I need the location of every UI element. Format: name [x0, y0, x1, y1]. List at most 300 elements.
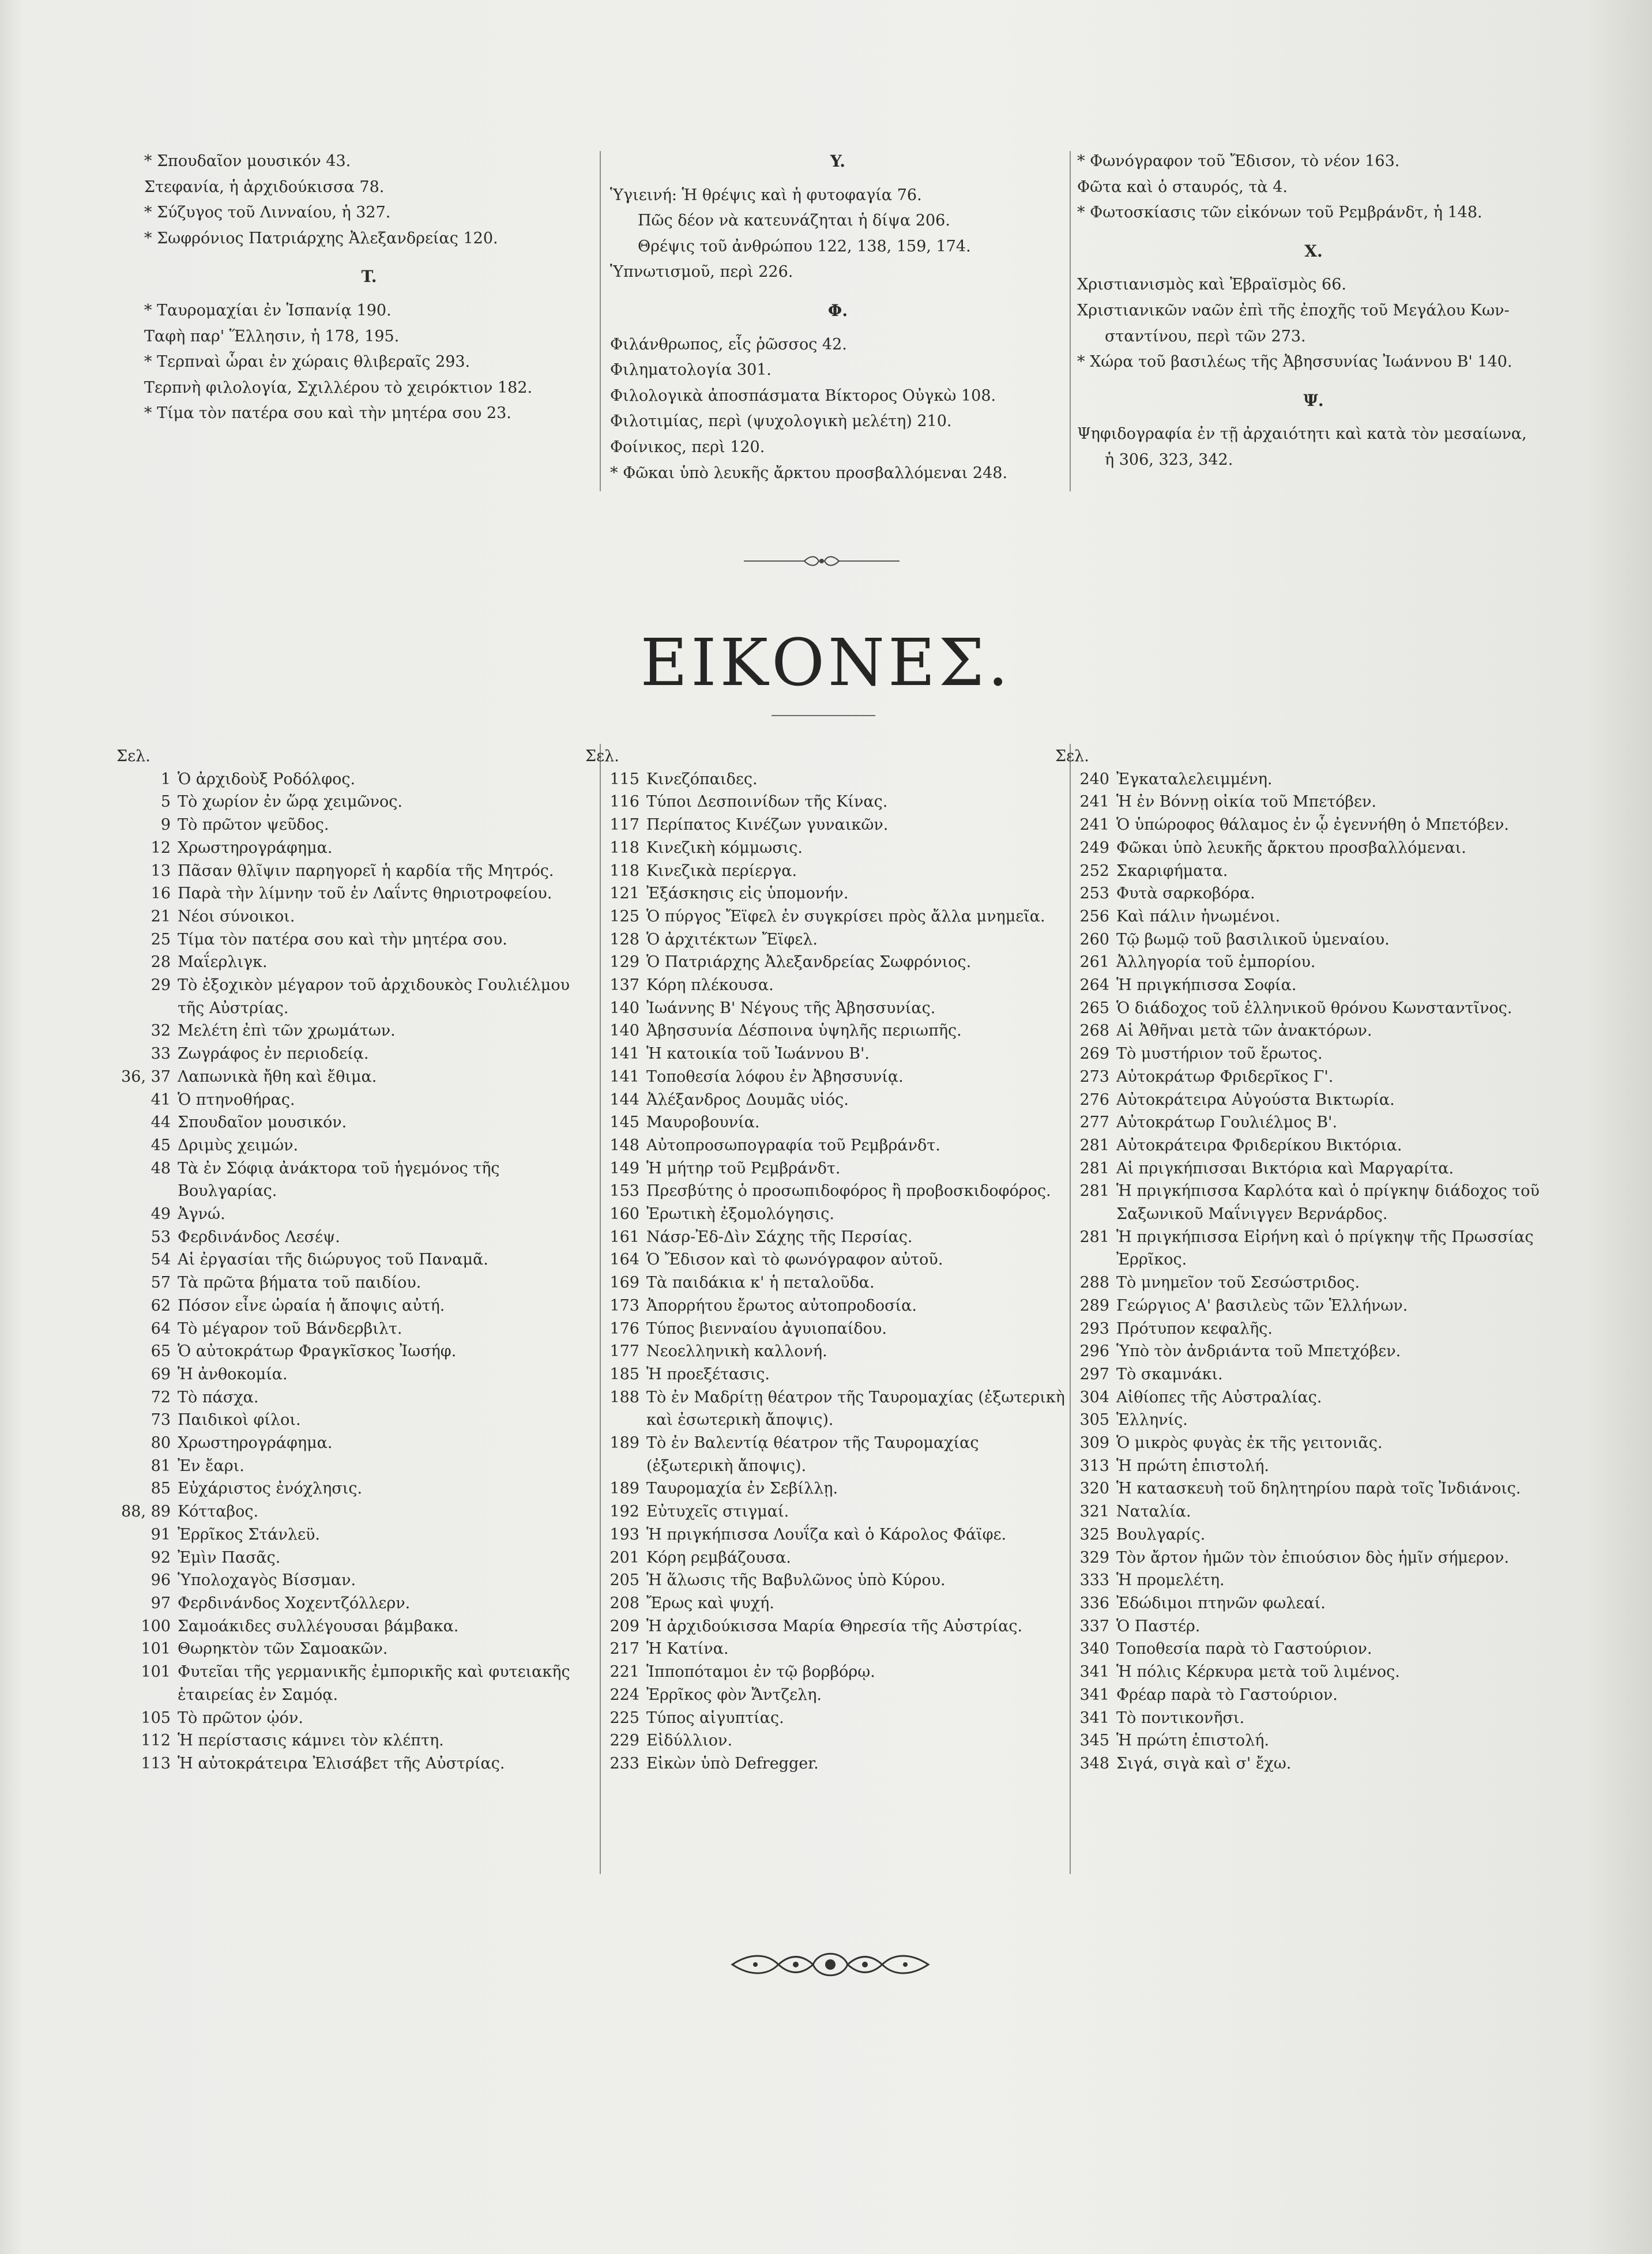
- illustration-title: Ἡ πριγκήπισσα Εἰρήνη καὶ ὁ πρίγκηψ τῆς Πρωσσίας Ἐρρῖκος.: [1116, 1228, 1534, 1269]
- illustration-title: Ἡ μήτηρ τοῦ Ρεμβράνδτ.: [646, 1159, 841, 1177]
- illustration-entry: [116, 1019, 595, 1043]
- illustrations-column-3: [1055, 745, 1574, 1775]
- page-number: 144: [609, 1090, 639, 1109]
- page-number: 13: [150, 861, 171, 880]
- page-number: 193: [609, 1525, 639, 1544]
- page-number: 260: [1079, 930, 1109, 949]
- illustration-title: Ἀπορρήτου ἔρωτος αὐτοπροδοσία.: [646, 1296, 917, 1315]
- index-entry: Ψηφιδογραφία ἐν τῇ ἀρχαιότητι καὶ κατὰ τὸν μεσαίωνα,: [1077, 425, 1527, 443]
- page-number: 304: [1079, 1388, 1109, 1406]
- illustration-title: Ἡ ἅλωσις τῆς Βαβυλῶνος ὑπὸ Κύρου.: [646, 1571, 946, 1590]
- illustration-entry: [116, 1729, 595, 1752]
- illustration-entry: [1055, 1386, 1574, 1409]
- illustration-title: Τὸ πρῶτον ψεῦδος.: [178, 816, 329, 834]
- illustration-title: Ἑλληνίς.: [1116, 1411, 1188, 1429]
- page-number: 192: [609, 1503, 639, 1521]
- illustration-entry: [1055, 1592, 1574, 1615]
- illustration-entry: [1055, 1707, 1574, 1730]
- page-number: 164: [609, 1251, 639, 1269]
- illustration-title: Ἡ ἐν Βόννῃ οἰκία τοῦ Μπετόβεν.: [1116, 793, 1377, 811]
- index-entry: Φιληματολογία 301.: [610, 361, 772, 379]
- illustration-title: Ἡ κατοικία τοῦ Ἰωάννου Β'.: [646, 1045, 870, 1063]
- illustration-entry: [116, 1386, 595, 1409]
- illustration-entry: [116, 1455, 595, 1478]
- illustration-entry: [585, 1134, 1070, 1157]
- illustration-entry: [585, 1500, 1070, 1523]
- index-entry: * Χώρα τοῦ βασιλέως τῆς Ἀβησσυνίας Ἰωάννου Β' 140.: [1077, 353, 1512, 371]
- illustration-title: Πόσον εἶνε ὡραία ἡ ἄποψις αὐτή.: [178, 1296, 445, 1315]
- page-number: 145: [609, 1113, 639, 1132]
- column-divider: [600, 151, 601, 491]
- illustration-title: Δριμὺς χειμών.: [178, 1136, 299, 1154]
- illustration-entry: [585, 928, 1070, 951]
- illustration-entry: [585, 1340, 1070, 1363]
- illustration-title: Αἰθίοπες τῆς Αὐστραλίας.: [1116, 1388, 1322, 1406]
- illustration-title: Ἡ ἀνθοκομία.: [178, 1365, 288, 1383]
- illustration-title: Αἱ πριγκήπισσαι Βικτόρια καὶ Μαργαρίτα.: [1116, 1159, 1454, 1177]
- illustration-title: Εὐτυχεῖς στιγμαί.: [646, 1503, 789, 1521]
- page-number: 153: [609, 1182, 639, 1201]
- column-divider: [1070, 151, 1071, 491]
- illustration-entry: [1055, 1569, 1574, 1592]
- index-entry: * Τερπναὶ ὧραι ἐν χώραις θλιβεραῖς 293.: [144, 353, 471, 371]
- index-entry: Φῶτα καὶ ὁ σταυρός, τὰ 4.: [1077, 178, 1288, 196]
- illustration-entry: [585, 1546, 1070, 1570]
- illustration-title: Φερδινάνδος Λεσέψ.: [178, 1228, 340, 1246]
- illustration-entry: [585, 1707, 1070, 1730]
- page-number: 69: [150, 1365, 171, 1383]
- illustration-entry: [1055, 974, 1574, 997]
- page-column-header: Σελ.: [585, 747, 619, 765]
- page-number: 313: [1079, 1457, 1109, 1475]
- illustration-title: Σαμοάκιδες συλλέγουσαι βάμβακα.: [178, 1617, 459, 1635]
- illustration-entry: [116, 1318, 595, 1341]
- index-entry: Φιλοτιμίας, περὶ (ψυχολογικὴ μελέτη) 210.: [610, 412, 952, 431]
- illustration-entry: [585, 1638, 1070, 1661]
- illustration-title: Βουλγαρίς.: [1116, 1525, 1206, 1544]
- illustration-title: Πᾶσαν θλῖψιν παρηγορεῖ ἡ καρδία τῆς Μητρός.: [178, 861, 554, 880]
- footer-ornament: [727, 1947, 934, 1982]
- illustration-title: Ἔρως καὶ ψυχή.: [646, 1594, 774, 1612]
- illustration-title: Τύπος βιενναίου ἀγυιοπαίδου.: [646, 1319, 887, 1338]
- illustration-entry: [585, 951, 1070, 974]
- page-number: 208: [609, 1594, 639, 1612]
- page-number: 105: [141, 1709, 171, 1727]
- index-column-1: [144, 149, 594, 427]
- page-number: 137: [609, 976, 639, 995]
- illustration-title: Τὸ μνημεῖον τοῦ Σεσώστριδος.: [1116, 1274, 1360, 1292]
- illustration-entry: [1055, 1432, 1574, 1455]
- illustration-entry: [1055, 1455, 1574, 1478]
- illustration-entry: [116, 860, 595, 883]
- page-number: 229: [609, 1732, 639, 1750]
- illustration-entry: [1055, 1684, 1574, 1707]
- page-number: 217: [609, 1640, 639, 1658]
- page-number: 325: [1079, 1525, 1109, 1544]
- illustration-title: Φερδινάνδος Χοχεντζόλλερν.: [178, 1594, 411, 1612]
- illustration-title: Τὸ πάσχα.: [178, 1388, 259, 1406]
- illustration-title: Ταυρομαχία ἐν Σεβίλλῃ.: [646, 1480, 838, 1498]
- illustration-entry: [1055, 882, 1574, 905]
- illustration-entry: [1055, 1752, 1574, 1775]
- illustration-title: Αὐτοκράτωρ Γουλιέλμος Β'.: [1116, 1113, 1338, 1132]
- page-number: 141: [609, 1067, 639, 1086]
- page-number: 21: [150, 907, 171, 925]
- page-number: 221: [609, 1663, 639, 1681]
- page-number: 224: [609, 1685, 639, 1704]
- illustration-title: Τύπος αἰγυπτίας.: [646, 1709, 784, 1727]
- page-number: 32: [150, 1022, 171, 1040]
- index-entry: Τερπνὴ φιλολογία, Σχιλλέρου τὸ χειρόκτιον 182.: [144, 378, 533, 397]
- page-number: 348: [1079, 1754, 1109, 1773]
- illustration-entry: [116, 1752, 595, 1775]
- index-letter-heading: Y.: [830, 152, 846, 171]
- page-number: 188: [609, 1388, 639, 1406]
- illustration-entry: [1055, 1363, 1574, 1386]
- illustration-entry: [585, 1477, 1070, 1500]
- illustration-entry: [585, 1363, 1070, 1386]
- illustration-title: Ὁ πτηνοθήρας.: [178, 1090, 295, 1109]
- page-number: 5: [160, 793, 171, 811]
- illustration-title: Κινεζικὴ κόμμωσις.: [646, 838, 803, 857]
- page-number: 65: [150, 1342, 171, 1361]
- illustration-entry: [1055, 1157, 1574, 1180]
- illustration-title: Τὸ μέγαρον τοῦ Βάνδερβιλτ.: [178, 1319, 402, 1338]
- page-number: 281: [1079, 1159, 1109, 1177]
- illustration-title: Τὸν ἄρτον ἡμῶν τὸν ἐπιούσιον δὸς ἡμῖν σήμερον.: [1116, 1548, 1510, 1567]
- page-number: 72: [150, 1388, 171, 1406]
- illustration-entry: [116, 1248, 595, 1271]
- illustration-title: Τὰ ἐν Σόφιᾳ ἀνάκτορα τοῦ ἡγεμόνος τῆς Βουλγαρίας.: [178, 1159, 500, 1201]
- page-number: 169: [609, 1274, 639, 1292]
- illustration-title: Τὰ παιδάκια κ' ἡ πεταλοῦδα.: [646, 1274, 875, 1292]
- illustration-title: Αὐτοκράτειρα Αὐγούστα Βικτωρία.: [1116, 1090, 1395, 1109]
- illustration-entry: [1055, 928, 1574, 951]
- illustration-entry: [1055, 1638, 1574, 1661]
- page-number: 261: [1079, 953, 1109, 972]
- page-number: 25: [150, 930, 171, 949]
- illustration-entry: [116, 1661, 595, 1706]
- index-entry: Ταφὴ παρ' Ἕλλησιν, ἡ 178, 195.: [144, 327, 400, 345]
- illustration-title: Ἡ πριγκήπισσα Λουΐζα καὶ ὁ Κάρολος Φάϊφε.: [646, 1525, 1007, 1544]
- page-number: 101: [141, 1640, 171, 1658]
- illustration-title: Ὑπολοχαγὸς Βίσσμαν.: [178, 1571, 356, 1590]
- illustration-title: Ἡ πριγκήπισσα Καρλότα καὶ ὁ πρίγκηψ διάδοχος τοῦ Σαξωνικοῦ Μαΐνιγγεν Βερνάρδος.: [1116, 1182, 1540, 1224]
- illustration-entry: [585, 1180, 1070, 1203]
- illustration-entry: [116, 1592, 595, 1615]
- title-underline: [772, 715, 875, 716]
- separator-ornament: [744, 552, 900, 570]
- page-number: 189: [609, 1434, 639, 1453]
- illustration-title: Παρὰ τὴν λίμνην τοῦ ἐν Λαΐντς θηριοτροφείου.: [178, 885, 552, 903]
- index-entry: Φιλολογικὰ ἀποσπάσματα Βίκτορος Οὐγκὼ 108.: [610, 386, 996, 405]
- index-entry: Φιλάνθρωπος, εἷς ῥῶσσος 42.: [610, 335, 847, 353]
- illustration-title: Ἡ προεξέτασις.: [646, 1365, 770, 1383]
- page-number: 329: [1079, 1548, 1109, 1567]
- illustration-title: Ἀβησσυνία Δέσποινα ὑψηλῆς περιωπῆς.: [646, 1022, 962, 1040]
- page-number: 88, 89: [121, 1503, 171, 1521]
- index-entry: * Σύζυγος τοῦ Λινναίου, ἡ 327.: [144, 204, 391, 222]
- illustration-entry: [1055, 1523, 1574, 1546]
- illustration-entry: [1055, 791, 1574, 814]
- page-number: 241: [1079, 816, 1109, 834]
- illustration-title: Ἡ Κατίνα.: [646, 1640, 729, 1658]
- page-number: 305: [1079, 1411, 1109, 1429]
- illustration-entry: [1055, 1043, 1574, 1066]
- illustration-entry: [116, 1203, 595, 1226]
- page-number: 340: [1079, 1640, 1109, 1658]
- illustration-title: Φυτεῖαι τῆς γερμανικῆς ἐμπορικῆς καὶ φυτειακῆς ἑταιρείας ἐν Σαμόᾳ.: [178, 1663, 570, 1704]
- page-title: ΕΙΚΟΝΕΣ.: [640, 626, 1012, 701]
- index-column-3: [1077, 149, 1550, 473]
- illustration-entry: [116, 974, 595, 1019]
- illustration-title: Μαυροβουνία.: [646, 1113, 760, 1132]
- page-number: 101: [141, 1663, 171, 1681]
- illustration-title: Νέοι σύνοικοι.: [178, 907, 295, 925]
- page-number: 128: [609, 930, 639, 949]
- page-number: 116: [609, 793, 639, 811]
- page-number: 28: [150, 953, 171, 972]
- illustration-entry: [585, 1043, 1070, 1066]
- page-number: 141: [609, 1045, 639, 1063]
- illustration-entry: [1055, 1134, 1574, 1157]
- page-number: 249: [1079, 838, 1109, 857]
- illustration-title: Καὶ πάλιν ἡνωμένοι.: [1116, 907, 1281, 925]
- illustration-title: Τὸ πρῶτον ᾠόν.: [178, 1709, 303, 1727]
- page-number: 129: [609, 953, 639, 972]
- illustration-entry: [116, 951, 595, 974]
- illustration-title: Τὸ ποντικονῆσι.: [1116, 1709, 1245, 1727]
- illustration-title: Ἐν ἔαρι.: [178, 1457, 244, 1475]
- illustration-entry: [585, 1271, 1070, 1295]
- illustration-entry: [585, 1569, 1070, 1592]
- illustration-entry: [585, 768, 1070, 791]
- illustration-entry: [585, 1432, 1070, 1477]
- page-number: 45: [150, 1136, 171, 1154]
- illustration-entry: [1055, 1615, 1574, 1638]
- illustration-entry: [585, 1318, 1070, 1341]
- page-number: 337: [1079, 1617, 1109, 1635]
- page-number: 233: [609, 1754, 639, 1773]
- illustration-title: Ὁ Παστέρ.: [1116, 1617, 1201, 1635]
- illustration-entry: [1055, 1729, 1574, 1752]
- index-entry: σταντίνου, περὶ τῶν 273.: [1105, 327, 1306, 345]
- illustration-title: Θωρηκτὸν τῶν Σαμοακῶν.: [178, 1640, 388, 1658]
- index-entry: * Σπουδαῖον μουσικόν 43.: [144, 152, 351, 170]
- illustration-title: Μελέτη ἐπὶ τῶν χρωμάτων.: [178, 1022, 396, 1040]
- page-number: 48: [150, 1159, 171, 1177]
- illustration-title: Ἐρρῖκος Στάνλεϋ.: [178, 1525, 320, 1544]
- page-number: 296: [1079, 1342, 1109, 1361]
- page-column-header: Σελ.: [116, 747, 150, 765]
- illustration-title: Πρεσβύτης ὁ προσωπιδοφόρος ἢ προβοσκιδοφόρος.: [646, 1182, 1051, 1201]
- illustration-entry: [116, 1432, 595, 1455]
- page-number: 341: [1079, 1663, 1109, 1681]
- page-number: 96: [150, 1571, 171, 1590]
- illustration-title: Τίμα τὸν πατέρα σου καὶ τὴν μητέρα σου.: [178, 930, 507, 949]
- page-number: 277: [1079, 1113, 1109, 1132]
- page-number: 16: [150, 885, 171, 903]
- illustration-title: Ἰωάννης Β' Νέγους τῆς Ἀβησσυνίας.: [646, 999, 936, 1017]
- illustration-entry: [1055, 814, 1574, 837]
- illustration-entry: [116, 1707, 595, 1730]
- illustration-title: Ὁ ὑπώροφος θάλαμος ἐν ᾧ ἐγεννήθη ὁ Μπετόβεν.: [1116, 816, 1510, 834]
- illustration-entry: [585, 1684, 1070, 1707]
- illustration-title: Αὐτοκράτειρα Φριδερίκου Βικτόρια.: [1116, 1136, 1402, 1154]
- page-number: 268: [1079, 1022, 1109, 1040]
- illustration-entry: [116, 814, 595, 837]
- illustration-entry: [116, 1226, 595, 1249]
- illustration-title: Τύποι Δεσποινίδων τῆς Κίνας.: [646, 793, 888, 811]
- illustration-entry: [116, 1546, 595, 1570]
- page-number: 241: [1079, 793, 1109, 811]
- illustration-entry: [116, 928, 595, 951]
- page-number: 281: [1079, 1182, 1109, 1201]
- illustration-entry: [585, 1111, 1070, 1134]
- illustration-title: Σιγά, σιγὰ καὶ σ' ἔχω.: [1116, 1754, 1292, 1773]
- page-number: 118: [609, 838, 639, 857]
- illustration-entry: [585, 1729, 1070, 1752]
- illustration-title: Κινεζικὰ περίεργα.: [646, 861, 797, 880]
- illustration-entry: [1055, 1661, 1574, 1684]
- illustration-entry: [585, 837, 1070, 860]
- page-column-header: Σελ.: [1055, 747, 1089, 765]
- illustration-entry: [116, 768, 595, 791]
- illustration-entry: [116, 905, 595, 928]
- illustration-title: Ὁ διάδοχος τοῦ ἑλληνικοῦ θρόνου Κωνσταντῖνος.: [1116, 999, 1512, 1017]
- illustration-entry: [1055, 860, 1574, 883]
- illustration-title: Σκαριφήματα.: [1116, 861, 1228, 880]
- illustration-title: Παιδικοὶ φίλοι.: [178, 1411, 301, 1429]
- illustration-entry: [1055, 1318, 1574, 1341]
- page-number: 85: [150, 1480, 171, 1498]
- page-number: 125: [609, 907, 639, 925]
- index-entry: * Ταυρομαχίαι ἐν Ἱσπανίᾳ 190.: [144, 301, 392, 319]
- page-number: 341: [1079, 1685, 1109, 1704]
- illustration-title: Ἐξάσκησις εἰς ὑπομονήν.: [646, 885, 849, 903]
- illustration-entry: [116, 1089, 595, 1112]
- illustration-entry: [116, 1638, 595, 1661]
- illustration-title: Περίπατος Κινέζων γυναικῶν.: [646, 816, 889, 834]
- page-number: 173: [609, 1296, 639, 1315]
- illustration-title: Ἐμὶν Πασᾶς.: [178, 1548, 281, 1567]
- page-number: 256: [1079, 907, 1109, 925]
- page-number: 201: [609, 1548, 639, 1567]
- illustration-title: Ἐγκαταλελειμμένη.: [1116, 770, 1273, 788]
- page-number: 273: [1079, 1067, 1109, 1086]
- index-entry: * Φωνόγραφον τοῦ Ἔδισον, τὸ νέον 163.: [1077, 152, 1400, 170]
- page-number: 276: [1079, 1090, 1109, 1109]
- illustration-title: Ἡ πρώτη ἐπιστολή.: [1116, 1457, 1270, 1475]
- illustration-entry: [116, 1615, 595, 1638]
- illustration-entry: [1055, 1111, 1574, 1134]
- illustration-title: Τὸ χωρίον ἐν ὥρᾳ χειμῶνος.: [178, 793, 402, 811]
- illustration-title: Μαΐερλιγκ.: [178, 953, 268, 972]
- illustration-title: Ἀλληγορία τοῦ ἐμπορίου.: [1116, 953, 1316, 972]
- page-number: 33: [150, 1045, 171, 1063]
- illustration-entry: [1055, 1019, 1574, 1043]
- illustration-title: Ὁ αὐτοκράτωρ Φραγκῖσκος Ἰωσήφ.: [178, 1342, 457, 1361]
- page-number: 189: [609, 1480, 639, 1498]
- illustration-title: Κότταβος.: [178, 1503, 259, 1521]
- illustration-entry: [116, 1523, 595, 1546]
- illustration-entry: [585, 1523, 1070, 1546]
- illustration-entry: [1055, 768, 1574, 791]
- page-number: 148: [609, 1136, 639, 1154]
- illustration-entry: [585, 860, 1070, 883]
- page-number: 320: [1079, 1480, 1109, 1498]
- page-number: 100: [141, 1617, 171, 1635]
- illustration-entry: [585, 1752, 1070, 1775]
- page-number: 49: [150, 1205, 171, 1224]
- illustration-title: Νάσρ-Ἐδ-Δὶν Σάχης τῆς Περσίας.: [646, 1228, 913, 1246]
- illustration-title: Γεώργιος Α' βασιλεὺς τῶν Ἑλλήνων.: [1116, 1296, 1408, 1315]
- illustration-entry: [585, 1248, 1070, 1271]
- illustration-title: Φρέαρ παρὰ τὸ Γαστούριον.: [1116, 1685, 1338, 1704]
- illustration-title: Κόρη πλέκουσα.: [646, 976, 774, 995]
- index-letter-heading: X.: [1304, 241, 1323, 261]
- illustration-entry: [1055, 1477, 1574, 1500]
- illustration-entry: [1055, 837, 1574, 860]
- index-letter-heading: Φ.: [827, 300, 848, 320]
- illustration-entry: [585, 974, 1070, 997]
- illustration-title: Αἱ Ἀθῆναι μετὰ τῶν ἀνακτόρων.: [1116, 1022, 1372, 1040]
- illustration-entry: [1055, 1089, 1574, 1112]
- page-number: 341: [1079, 1709, 1109, 1727]
- illustration-title: Τὸ σκαμνάκι.: [1116, 1365, 1223, 1383]
- illustration-title: Ἱπποπόταμοι ἐν τῷ βορβόρῳ.: [646, 1663, 875, 1681]
- illustration-title: Εὐχάριστος ἐνόχλησις.: [178, 1480, 363, 1498]
- illustration-entry: [116, 1271, 595, 1295]
- illustration-entry: [116, 1295, 595, 1318]
- illustration-title: Χρωστηρογράφημα.: [178, 838, 333, 857]
- illustration-title: Ὁ μικρὸς φυγὰς ἐκ τῆς γειτονιᾶς.: [1116, 1434, 1383, 1453]
- illustration-entry: [585, 1066, 1070, 1089]
- page-number: 321: [1079, 1503, 1109, 1521]
- illustration-title: Εἰκὼν ὑπὸ Defregger.: [646, 1754, 819, 1773]
- illustration-title: Ναταλία.: [1116, 1503, 1191, 1521]
- index-column-2: [610, 149, 1066, 486]
- illustration-title: Αὐτοκράτωρ Φριδερῖκος Γ'.: [1116, 1067, 1334, 1086]
- page-number: 53: [150, 1228, 171, 1246]
- page-number: 161: [609, 1228, 639, 1246]
- illustration-entry: [116, 1477, 595, 1500]
- page-number: 140: [609, 999, 639, 1017]
- page-number: 9: [160, 816, 171, 834]
- illustration-title: Ἡ περίστασις κάμνει τὸν κλέπτη.: [178, 1732, 444, 1750]
- index-entry: Φοίνικος, περὶ 120.: [610, 438, 765, 456]
- illustration-entry: [116, 1111, 595, 1134]
- illustration-entry: [1055, 1409, 1574, 1432]
- page-number: 289: [1079, 1296, 1109, 1315]
- page-number: 240: [1079, 770, 1109, 788]
- illustration-entry: [116, 1569, 595, 1592]
- index-entry: Χριστιανισμὸς καὶ Ἑβραϊσμὸς 66.: [1077, 276, 1346, 294]
- illustration-title: Τὰ πρῶτα βήματα τοῦ παιδίου.: [178, 1274, 422, 1292]
- page-number: 117: [609, 816, 639, 834]
- index-entry: * Φῶκαι ὑπὸ λευκῆς ἄρκτου προσβαλλόμεναι 248.: [610, 464, 1008, 482]
- illustration-entry: [116, 791, 595, 814]
- illustration-entry: [116, 1043, 595, 1066]
- page-number: 269: [1079, 1045, 1109, 1063]
- page-number: 97: [150, 1594, 171, 1612]
- index-entry: Στεφανία, ἡ ἀρχιδούκισσα 78.: [144, 178, 385, 196]
- illustration-entry: [585, 1089, 1070, 1112]
- illustration-entry: [1055, 1066, 1574, 1089]
- page-number: 205: [609, 1571, 639, 1590]
- illustration-entry: [585, 905, 1070, 928]
- illustration-title: Ἡ πόλις Κέρκυρα μετὰ τοῦ λιμένος.: [1116, 1663, 1400, 1681]
